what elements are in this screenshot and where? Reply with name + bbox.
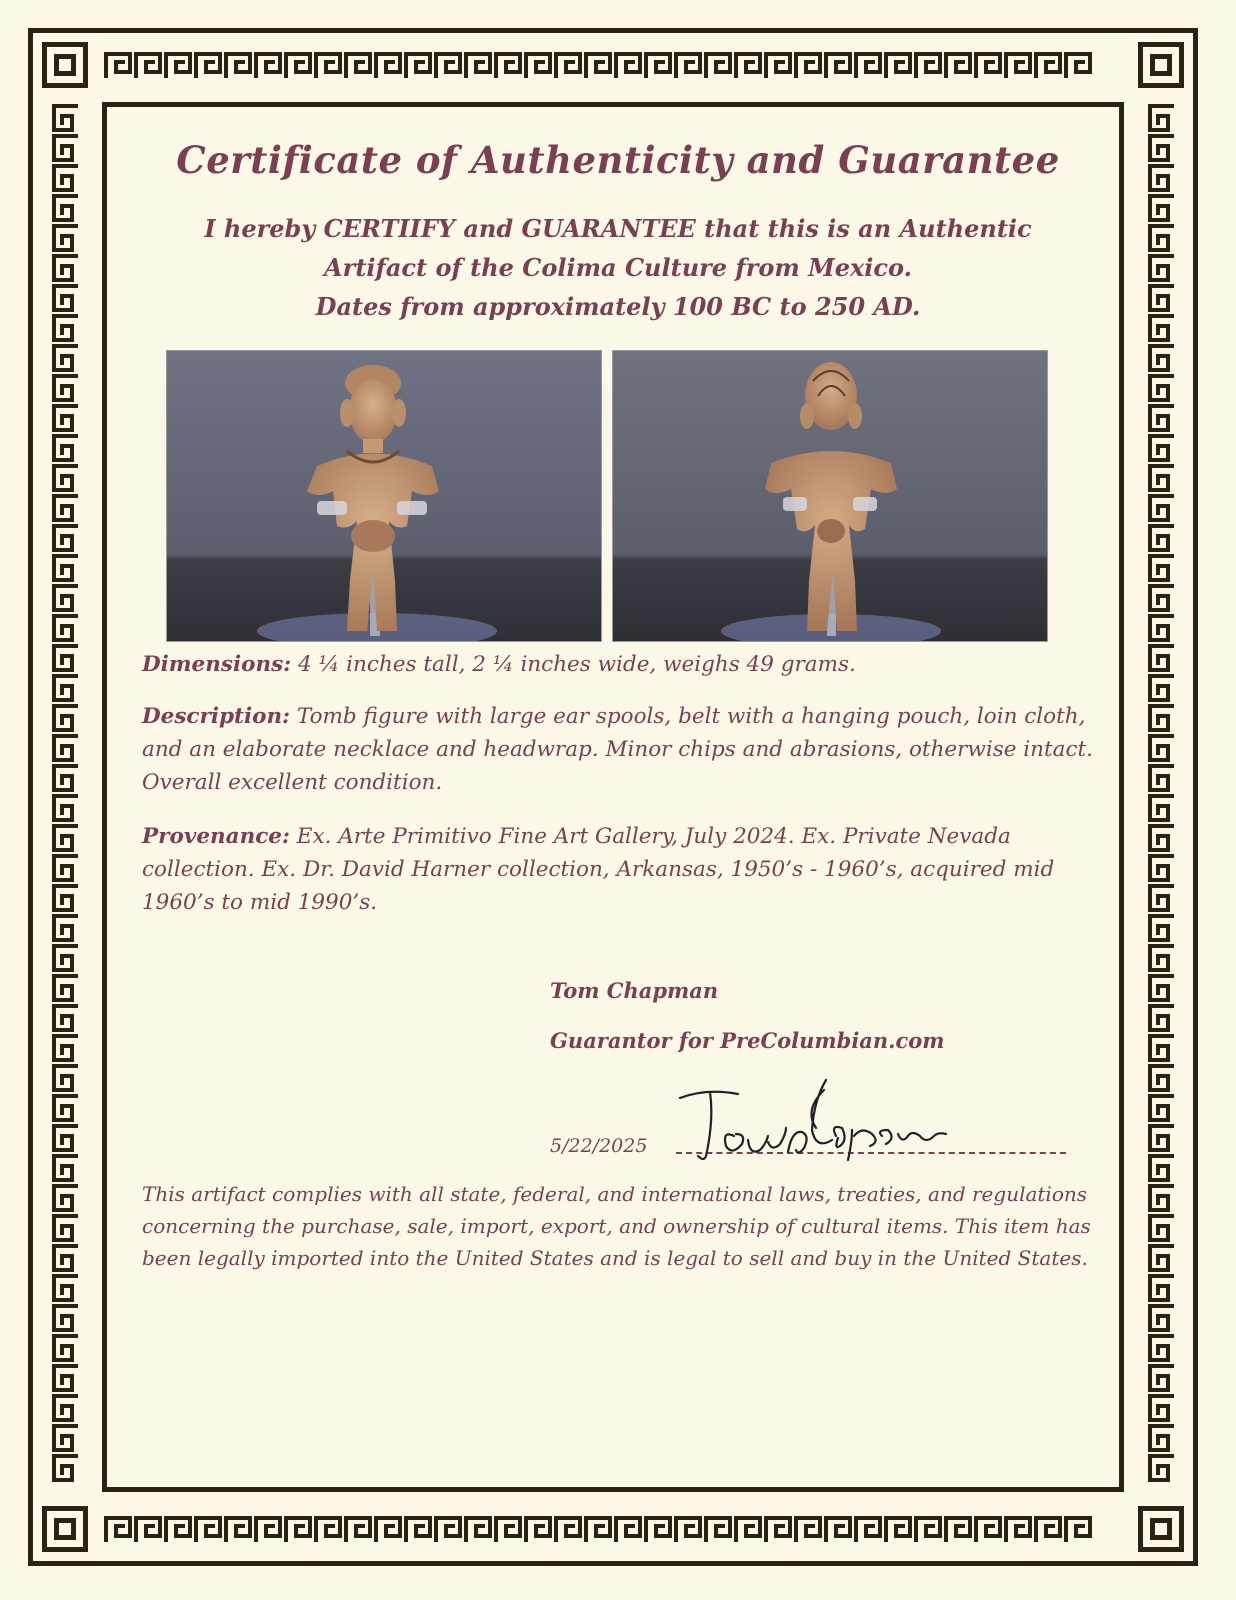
guarantor-role: Guarantor for PreColumbian.com (550, 1028, 945, 1053)
guarantor-name: Tom Chapman (550, 978, 719, 1003)
dimensions-text: 4 ¼ inches tall, 2 ¼ inches wide, weighs 49 grams. (291, 652, 856, 677)
certificate-content (120, 110, 1116, 1480)
certificate-title: Certificate of Authenticity and Guarantee (176, 138, 1060, 182)
handwritten-signature (676, 1070, 966, 1174)
provenance-paragraph (142, 820, 1102, 919)
legal-notice: This artifact complies with all state, federal, and international laws, treaties, and regulations concerning the purchase, sale, import, export, and ownership of cultural items. This item has been legally imported into the United States and is legal to sell and buy in the United States. (142, 1182, 1091, 1270)
description-paragraph (142, 700, 1102, 799)
provenance-label: Provenance: (142, 824, 290, 849)
description-label: Description: (142, 704, 291, 729)
dimensions-paragraph (142, 648, 1102, 681)
certification-line-3: Dates from approximately 100 BC to 250 AD. (315, 292, 921, 321)
description-text: Tomb figure with large ear spools, belt with a hanging pouch, loin cloth, and an elaborate necklace and headwrap. Minor chips and abrasions, otherwise intact. Overall excellent condition. (142, 704, 1093, 795)
provenance-text: Ex. Arte Primitivo Fine Art Gallery, July 2024. Ex. Private Nevada collection. Ex. Dr. David Harner collection, Arkansas, 1950’s - 1960’s, acquired mid 1960’s to mid 1990’s. (142, 824, 1055, 915)
artifact-photo-front (166, 350, 602, 642)
dimensions-label: Dimensions: (142, 652, 292, 677)
signature-date: 5/22/2025 (550, 1135, 648, 1157)
certification-line-1: I hereby CERTIIFY and GUARANTEE that this is an Authentic (204, 214, 1032, 243)
artifact-photo-back (612, 350, 1048, 642)
certification-line-2: Artifact of the Colima Culture from Mexico. (324, 253, 912, 282)
